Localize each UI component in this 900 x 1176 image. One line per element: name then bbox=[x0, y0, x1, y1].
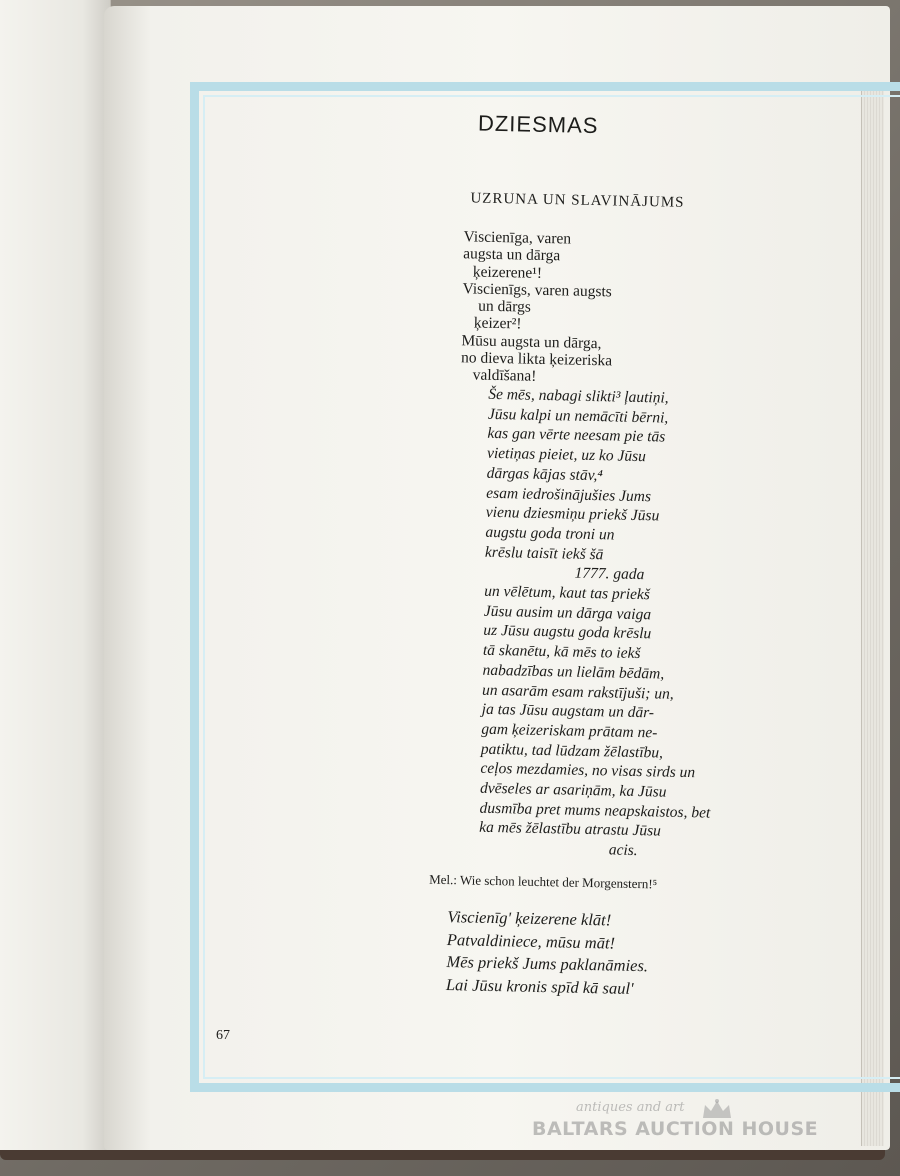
stanza-block bbox=[446, 906, 649, 1000]
stanza-line: Viscienīg' ķeizerene klāt! bbox=[447, 907, 612, 930]
prose-line: vietiņas pieiet, uz ko Jūsu bbox=[486, 444, 647, 466]
address-line: augsta un dārga bbox=[463, 245, 561, 265]
prose-line: 1777. gada bbox=[574, 564, 645, 584]
address-line: ķeizerene¹! bbox=[472, 263, 543, 282]
prose-line: Jūsu kalpi un nemācīti bērni, bbox=[487, 405, 669, 427]
stanza-line: Lai Jūsu kronis spīd kā saul' bbox=[445, 974, 634, 998]
prose-line: acis. bbox=[608, 841, 638, 860]
prose-line: kas gan vērte neesam pie tās bbox=[487, 425, 666, 446]
prose-line: dārgas kājas stāv,⁴ bbox=[486, 464, 603, 485]
address-line: no dieva likta ķeizeriska bbox=[460, 349, 613, 370]
prose-line: uz Jūsu augstu goda krēslu bbox=[483, 622, 652, 643]
prose-line: ja tas Jūsu augstam un dār- bbox=[481, 700, 655, 722]
watermark-tagline: antiques and art bbox=[576, 1100, 685, 1115]
page-content bbox=[132, 0, 900, 1093]
prose-block bbox=[479, 385, 719, 863]
prose-line: tā skanētu, kā mēs to iekš bbox=[482, 641, 641, 663]
prose-line: Jūsu ausim un dārga vaiga bbox=[483, 602, 652, 623]
address-line: ķeizer²! bbox=[473, 314, 522, 333]
prose-line: krēslu taisīt iekš šā bbox=[484, 543, 604, 563]
prose-line: un asarām esam rakstījuši; un, bbox=[481, 681, 674, 703]
melody-note: Mel.: Wie schon leuchtet der Morgenstern!⁵ bbox=[429, 871, 658, 892]
page-number: 67 bbox=[216, 1028, 230, 1043]
right-page bbox=[104, 6, 890, 1150]
prose-line: nabadzības un lielām bēdām, bbox=[482, 661, 665, 683]
address-line: un dārgs bbox=[477, 297, 532, 316]
poem-title: UZRUNA UN SLAVINĀJUMS bbox=[470, 190, 685, 211]
prose-line: vienu dziesmiņu priekš Jūsu bbox=[485, 504, 660, 525]
prose-line: ceļos mezdamies, no visas sirds un bbox=[480, 760, 696, 782]
address-line: Mūsu augsta un dārga, bbox=[461, 332, 602, 352]
prose-line: dusmība pret mums neapskaistos, bet bbox=[479, 799, 711, 822]
prose-line: ka mēs žēlastību atrastu Jūsu bbox=[479, 819, 662, 840]
prose-line: Še mēs, nabagi slikti³ ļautiņi, bbox=[488, 385, 669, 407]
stanza-line: Patvaldiniece, mūsu māt! bbox=[446, 929, 616, 953]
prose-line: dvēseles ar asariņām, ka Jūsu bbox=[479, 779, 667, 801]
address-line: valdīšana! bbox=[472, 366, 537, 386]
address-line: Viscienīgs, varen augsts bbox=[462, 280, 612, 301]
prose-line: patiktu, tad lūdzam žēlastību, bbox=[480, 740, 664, 762]
left-page bbox=[0, 0, 111, 1150]
prose-line: esam iedrošinājušies Jums bbox=[486, 484, 652, 505]
watermark bbox=[532, 1098, 832, 1148]
prose-line: augstu goda troni un bbox=[485, 523, 615, 544]
crown-icon bbox=[700, 1098, 734, 1120]
prose-line: un vēlētum, kaut tas priekš bbox=[484, 582, 651, 604]
address-line: Viscienīga, varen bbox=[463, 228, 572, 248]
address-block bbox=[461, 228, 615, 387]
watermark-name: BALTARS AUCTION HOUSE bbox=[532, 1118, 819, 1140]
prose-line: gam ķeizeriskam prātam ne- bbox=[481, 720, 658, 742]
stanza-line: Mēs priekš Jums paklanāmies. bbox=[446, 952, 649, 976]
section-title: DZIESMAS bbox=[477, 110, 599, 139]
